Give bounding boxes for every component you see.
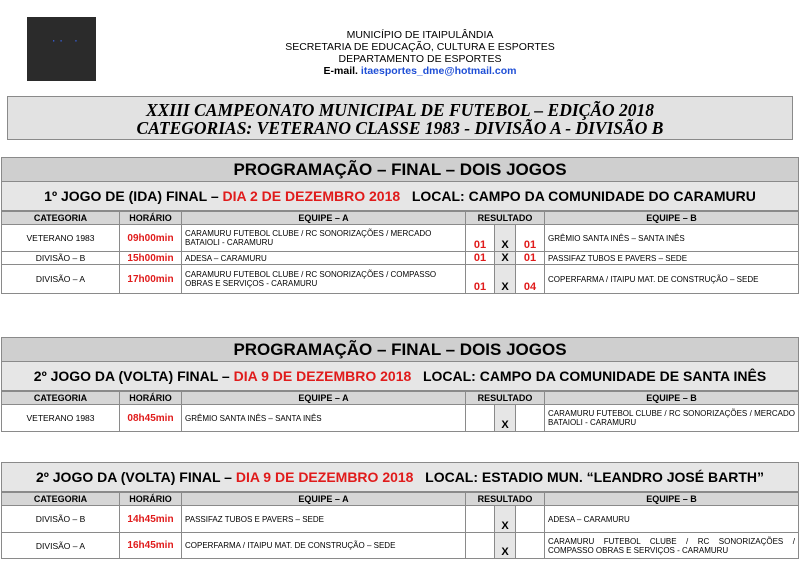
horario: 17h00min bbox=[120, 265, 182, 294]
col-equipe-a: EQUIPE – A bbox=[182, 392, 466, 405]
table-row bbox=[2, 225, 799, 252]
col-horario: HORÁRIO bbox=[120, 212, 182, 225]
col-equipe-a: EQUIPE – A bbox=[182, 493, 466, 506]
col-resultado: RESULTADO bbox=[466, 392, 545, 405]
table-row bbox=[2, 506, 799, 533]
gols-b bbox=[516, 506, 545, 533]
email-line bbox=[240, 65, 600, 77]
categoria: DIVISÃO – A bbox=[2, 265, 120, 294]
equipe-b: CARAMURU FUTEBOL CLUBE / RC SONORIZAÇÕES / COMPASSO OBRAS E SERVIÇOS - CARAMURU bbox=[545, 533, 799, 559]
schedule-table bbox=[1, 211, 799, 294]
gols-a bbox=[466, 506, 495, 533]
table-header bbox=[2, 493, 799, 506]
col-horario: HORÁRIO bbox=[120, 493, 182, 506]
game-date: DIA 2 DE DEZEMBRO 2018 bbox=[222, 188, 401, 204]
horario: 14h45min bbox=[120, 506, 182, 533]
title-line-1: XXIII CAMPEONATO MUNICIPAL DE FUTEBOL – EDIÇÃO 2018 bbox=[145, 100, 655, 120]
gols-b: 04 bbox=[516, 265, 545, 294]
logo bbox=[27, 17, 96, 81]
game-local: LOCAL: CAMPO DA COMUNIDADE DO CARAMURU bbox=[411, 188, 756, 204]
equipe-a: COPERFARMA / ITAIPU MAT. DE CONSTRUÇÃO – SEDE bbox=[182, 533, 466, 559]
col-categoria: CATEGORIA bbox=[2, 212, 120, 225]
equipe-a: CARAMURU FUTEBOL CLUBE / RC SONORIZAÇÕES / MERCADO BATAIOLI - CARAMURU bbox=[182, 225, 466, 252]
table-row bbox=[2, 252, 799, 265]
table-header bbox=[2, 212, 799, 225]
game-date: DIA 9 DE DEZEMBRO 2018 bbox=[235, 469, 414, 485]
col-equipe-b: EQUIPE – B bbox=[545, 212, 799, 225]
equipe-b: ADESA – CARAMURU bbox=[545, 506, 799, 533]
versus: X bbox=[495, 506, 516, 533]
game-info bbox=[1, 462, 799, 492]
gols-a bbox=[466, 533, 495, 559]
categoria: DIVISÃO – B bbox=[2, 506, 120, 533]
categoria: DIVISÃO – B bbox=[2, 252, 120, 265]
table-row bbox=[2, 265, 799, 294]
game-date: DIA 9 DE DEZEMBRO 2018 bbox=[233, 368, 412, 384]
equipe-a: ADESA – CARAMURU bbox=[182, 252, 466, 265]
letterhead bbox=[240, 29, 600, 77]
gols-b bbox=[516, 533, 545, 559]
email-label: E-mail. bbox=[323, 65, 358, 77]
game-local: LOCAL: ESTADIO MUN. “LEANDRO JOSÉ BARTH” bbox=[425, 469, 764, 485]
department: DEPARTAMENTO DE ESPORTES bbox=[338, 53, 502, 65]
game-prefix: 2º JOGO DA (VOLTA) FINAL – bbox=[33, 368, 230, 384]
equipe-a: PASSIFAZ TUBOS E PAVERS – SEDE bbox=[182, 506, 466, 533]
municipality: MUNICÍPIO DE ITAIPULÂNDIA bbox=[346, 29, 494, 41]
game-prefix: 1º JOGO DE (IDA) FINAL – bbox=[44, 188, 219, 204]
section-first-leg bbox=[1, 157, 799, 294]
schedule-table bbox=[1, 391, 799, 432]
col-resultado: RESULTADO bbox=[466, 493, 545, 506]
versus: X bbox=[495, 265, 516, 294]
col-equipe-b: EQUIPE – B bbox=[545, 493, 799, 506]
horario: 15h00min bbox=[120, 252, 182, 265]
table-row bbox=[2, 405, 799, 432]
equipe-b: CARAMURU FUTEBOL CLUBE / RC SONORIZAÇÕES / MERCADO BATAIOLI - CARAMURU bbox=[545, 405, 799, 432]
section-title: PROGRAMAÇÃO – FINAL – DOIS JOGOS bbox=[1, 337, 799, 362]
categoria: VETERANO 1983 bbox=[2, 405, 120, 432]
championship-title bbox=[7, 96, 793, 140]
gols-a bbox=[466, 405, 495, 432]
col-equipe-b: EQUIPE – B bbox=[545, 392, 799, 405]
table-row bbox=[2, 533, 799, 559]
equipe-b: GRÊMIO SANTA INÊS – SANTA INÊS bbox=[545, 225, 799, 252]
versus: X bbox=[495, 252, 516, 265]
section-second-leg-estadio bbox=[1, 462, 799, 559]
col-categoria: CATEGORIA bbox=[2, 493, 120, 506]
email-link[interactable]: itaesportes_dme@hotmail.com bbox=[360, 65, 517, 77]
categoria: DIVISÃO – A bbox=[2, 533, 120, 559]
table-header bbox=[2, 392, 799, 405]
equipe-a: CARAMURU FUTEBOL CLUBE / RC SONORIZAÇÕES / COMPASSO OBRAS E SERVIÇOS - CARAMURU bbox=[182, 265, 466, 294]
horario: 16h45min bbox=[120, 533, 182, 559]
col-equipe-a: EQUIPE – A bbox=[182, 212, 466, 225]
game-local: LOCAL: CAMPO DA COMUNIDADE DE SANTA INÊS bbox=[422, 368, 767, 384]
game-info bbox=[1, 182, 799, 211]
gols-a: 01 bbox=[466, 265, 495, 294]
secretariat: SECRETARIA DE EDUCAÇÃO, CULTURA E ESPORTES bbox=[285, 41, 555, 53]
gols-a: 01 bbox=[466, 252, 495, 265]
horario: 08h45min bbox=[120, 405, 182, 432]
categoria: VETERANO 1983 bbox=[2, 225, 120, 252]
gols-a: 01 bbox=[466, 225, 495, 252]
section-title: PROGRAMAÇÃO – FINAL – DOIS JOGOS bbox=[1, 157, 799, 182]
gols-b: 01 bbox=[516, 252, 545, 265]
versus: X bbox=[495, 225, 516, 252]
col-categoria: CATEGORIA bbox=[2, 392, 120, 405]
versus: X bbox=[495, 533, 516, 559]
schedule-table bbox=[1, 492, 799, 559]
equipe-b: PASSIFAZ TUBOS E PAVERS – SEDE bbox=[545, 252, 799, 265]
gols-b bbox=[516, 405, 545, 432]
section-second-leg-santa-ines bbox=[1, 337, 799, 432]
col-horario: HORÁRIO bbox=[120, 392, 182, 405]
title-line-2: CATEGORIAS: VETERANO CLASSE 1983 - DIVISÃO A - DIVISÃO B bbox=[136, 118, 664, 138]
logo-mark-icon: ·· · bbox=[51, 37, 81, 47]
col-resultado: RESULTADO bbox=[466, 212, 545, 225]
equipe-b: COPERFARMA / ITAIPU MAT. DE CONSTRUÇÃO – SEDE bbox=[545, 265, 799, 294]
versus: X bbox=[495, 405, 516, 432]
game-info bbox=[1, 362, 799, 391]
horario: 09h00min bbox=[120, 225, 182, 252]
gols-b: 01 bbox=[516, 225, 545, 252]
game-prefix: 2º JOGO DA (VOLTA) FINAL – bbox=[35, 469, 232, 485]
equipe-a: GRÊMIO SANTA INÊS – SANTA INÊS bbox=[182, 405, 466, 432]
